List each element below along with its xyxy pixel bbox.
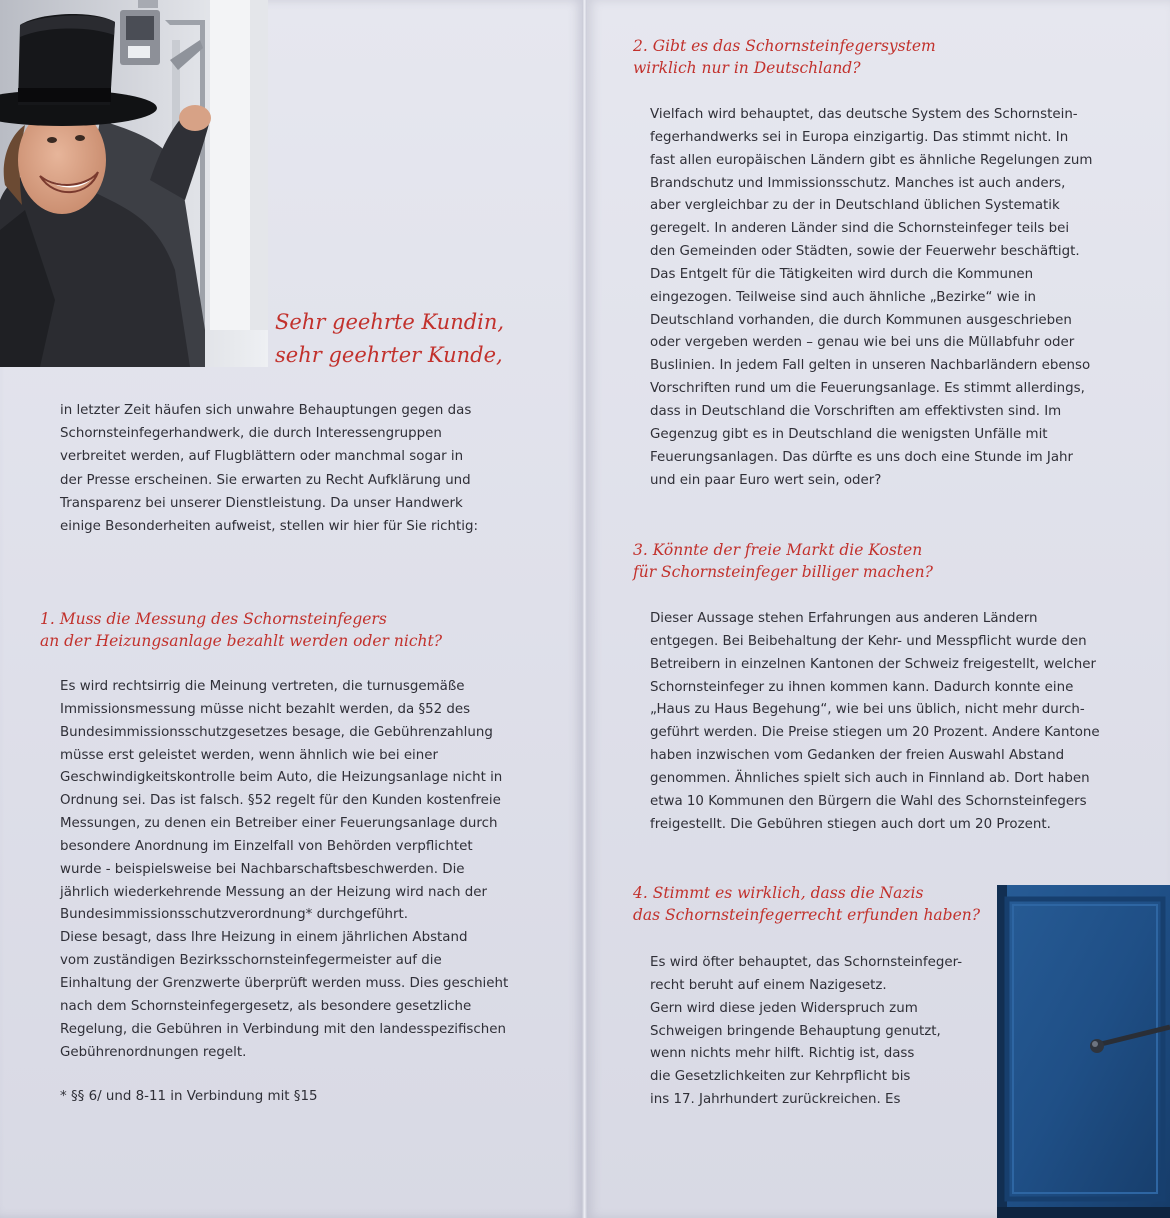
text-line: die Gesetzlichkeiten zur Kehrpflicht bis [650, 1069, 911, 1085]
text-line: Dieser Aussage stehen Erfahrungen aus anderen Ländern [650, 611, 1038, 626]
text-line: wurde - beispielsweise bei Nachbarschaftsbeschwerden. Die [60, 861, 465, 877]
text-line: vom zuständigen Bezirksschornsteinfegermeister auf die [60, 953, 442, 969]
text-line: Betreibern in einzelnen Kantonen der Schweiz freigestellt, welcher [650, 656, 1096, 672]
text-line: Gegenzug gibt es in Deutschland die wenigsten Unfälle mit [650, 426, 1048, 442]
section-3-heading [633, 539, 933, 583]
section-3-body [650, 608, 1100, 836]
text-line: Brandschutz und Immissionsschutz. Manches ist auch anders, [650, 175, 1066, 191]
text-line: geregelt. In anderen Länder sind die Schornsteinfeger teils bei [650, 221, 1070, 237]
text-line: den Gemeinden oder Städten, sowie der Feuerwehr beschäftigt. [650, 244, 1080, 260]
text-line: geführt werden. Die Preise stiegen um 20 Prozent. Andere Kantone [650, 725, 1100, 741]
page-fold [582, 0, 587, 1218]
text-line: Bundesimmissionsschutzgesetzes besage, die Gebührenzahlung [60, 724, 493, 740]
text-line: Schornsteinfegerhandwerk, die durch Interessengruppen [60, 426, 442, 442]
text-line: nach dem Schornsteinfegergesetz, als besondere gesetzliche [60, 998, 472, 1014]
heading-line: das Schornsteinfegerrecht erfunden haben? [633, 906, 981, 924]
text-line: oder vergeben werden – genau wie bei uns die Müllabfuhr oder [650, 335, 1075, 351]
text-line: wenn nichts mehr hilft. Richtig ist, dass [650, 1046, 915, 1062]
text-line: und ein paar Euro wert sein, oder? [650, 472, 882, 488]
text-line: Gern wird diese jeden Widerspruch zum [650, 1000, 918, 1016]
text-line: Transparenz bei unserer Dienstleistung. Da unser Handwerk [60, 495, 463, 511]
heading-line: 4. Stimmt es wirklich, dass die Nazis [633, 884, 924, 902]
text-line: jährlich wiederkehrende Messung an der Heizung wird nach der [60, 884, 488, 900]
heading-line: 3. Könnte der freie Markt die Kosten [633, 541, 923, 559]
text-line: Schweigen bringende Behauptung genutzt, [650, 1023, 941, 1039]
section-2-body [650, 104, 1092, 492]
intro-paragraph [60, 399, 478, 538]
text-line: eingezogen. Teilweise sind auch ähnliche „Bezirke“ wie in [650, 289, 1037, 305]
text-line: Es wird rechtsirrig die Meinung vertreten, die turnusgemäße [60, 679, 465, 694]
section-2-heading [633, 35, 936, 79]
text-line: Gebührenordnungen regelt. [60, 1044, 247, 1060]
text-line: haben inzwischen vom Gedanken der freien Auswahl Abstand [650, 748, 1065, 764]
text-line: verbreitet werden, auf Flugblättern oder manchmal sogar in [60, 449, 464, 465]
text-line: entgegen. Bei Beibehaltung der Kehr- und Messpflicht wurde den [650, 633, 1087, 649]
text-line: ins 17. Jahrhundert zurückreichen. Es [650, 1092, 901, 1108]
heading-line: 2. Gibt es das Schornsteinfegersystem [633, 37, 936, 55]
text-line: einige Besonderheiten aufweist, stellen wir hier für Sie richtig: [60, 519, 479, 535]
text-line: Regelung, die Gebühren in Verbindung mit den landesspezifischen [60, 1021, 506, 1037]
text-line: der Presse erscheinen. Sie erwarten zu Recht Aufklärung und [60, 472, 471, 488]
text-line: in letzter Zeit häufen sich unwahre Behauptungen gegen das [60, 403, 472, 418]
section-4-heading [633, 882, 980, 926]
heading-line: wirklich nur in Deutschland? [633, 59, 861, 77]
heading-line: an der Heizungsanlage bezahlt werden oder nicht? [40, 632, 443, 650]
text-line: Das Entgelt für die Tätigkeiten wird durch die Kommunen [650, 266, 1034, 282]
text-line: Diese besagt, dass Ihre Heizung in einem jährlichen Abstand [60, 930, 468, 946]
text-line: Deutschland vorhanden, die durch Kommunen ausgeschrieben [650, 312, 1072, 328]
greeting-heading [275, 306, 504, 372]
section-1-body [60, 676, 508, 1064]
text-line: Einhaltung der Grenzwerte überprüft werden muss. Dies geschieht [60, 975, 509, 991]
section-4-body [650, 952, 962, 1112]
text-line: Vorschriften rund um die Feuerungsanlage. Es stimmt allerdings, [650, 381, 1085, 397]
text-line: Ordnung sei. Das ist falsch. §52 regelt für den Kunden kostenfreie [60, 793, 501, 809]
section-1-heading [40, 608, 442, 652]
text-line: genommen. Ähnliches spielt sich auch in Finnland ab. Dort haben [650, 770, 1090, 786]
text-line: aber vergleichbar zu der in Deutschland üblichen Systematik [650, 198, 1060, 214]
text-line: etwa 10 Kommunen den Bürgern die Wahl des Schornsteinfegers [650, 793, 1087, 809]
text-line: Vielfach wird behauptet, das deutsche System des Schornstein- [650, 107, 1078, 122]
text-line: Immissionsmessung müsse nicht bezahlt werden, da §52 des [60, 701, 471, 717]
text-line: besondere Anordnung im Einzelfall von Behörden verpflichtet [60, 838, 473, 854]
text-line: müsse erst geleistet werden, wenn ähnlich wie bei einer [60, 747, 439, 763]
blue-door-photo [997, 885, 1170, 1218]
greeting-line-2: sehr geehrter Kunde, [275, 343, 503, 367]
text-line: Bundesimmissionsschutzverordnung* durchgeführt. [60, 907, 409, 923]
text-line: fegerhandwerks sei in Europa einzigartig. Das stimmt nicht. In [650, 129, 1069, 145]
text-line: Feuerungsanlagen. Das dürfte es uns doch eine Stunde im Jahr [650, 449, 1074, 465]
text-line: fast allen europäischen Ländern gibt es ähnliche Regelungen zum [650, 152, 1093, 168]
text-line: Geschwindigkeitskontrolle beim Auto, die Heizungsanlage nicht in [60, 770, 503, 786]
text-line: dass in Deutschland die Vorschriften am effektivsten sind. Im [650, 403, 1062, 419]
text-line: „Haus zu Haus Begehung“, wie bei uns üblich, nicht mehr durch- [650, 702, 1085, 718]
heading-line: für Schornsteinfeger billiger machen? [633, 563, 933, 581]
footnote: * §§ 6/ und 8-11 in Verbindung mit §15 [60, 1089, 318, 1104]
text-line: recht beruht auf einem Nazigesetz. [650, 977, 887, 993]
chimney-sweep-photo [0, 0, 268, 367]
heading-line: 1. Muss die Messung des Schornsteinfegers [40, 610, 387, 628]
greeting-line-1: Sehr geehrte Kundin, [275, 310, 505, 334]
text-line: freigestellt. Die Gebühren stiegen auch dort um 20 Prozent. [650, 816, 1051, 832]
text-line: Es wird öfter behauptet, das Schornsteinfeger- [650, 955, 963, 970]
text-line: Schornsteinfeger zu ihnen kommen kann. Dadurch konnte eine [650, 679, 1074, 695]
text-line: Messungen, zu denen ein Betreiber einer Feuerungsanlage durch [60, 816, 498, 832]
text-line: Buslinien. In jedem Fall gelten in unseren Nachbarländern ebenso [650, 358, 1091, 374]
